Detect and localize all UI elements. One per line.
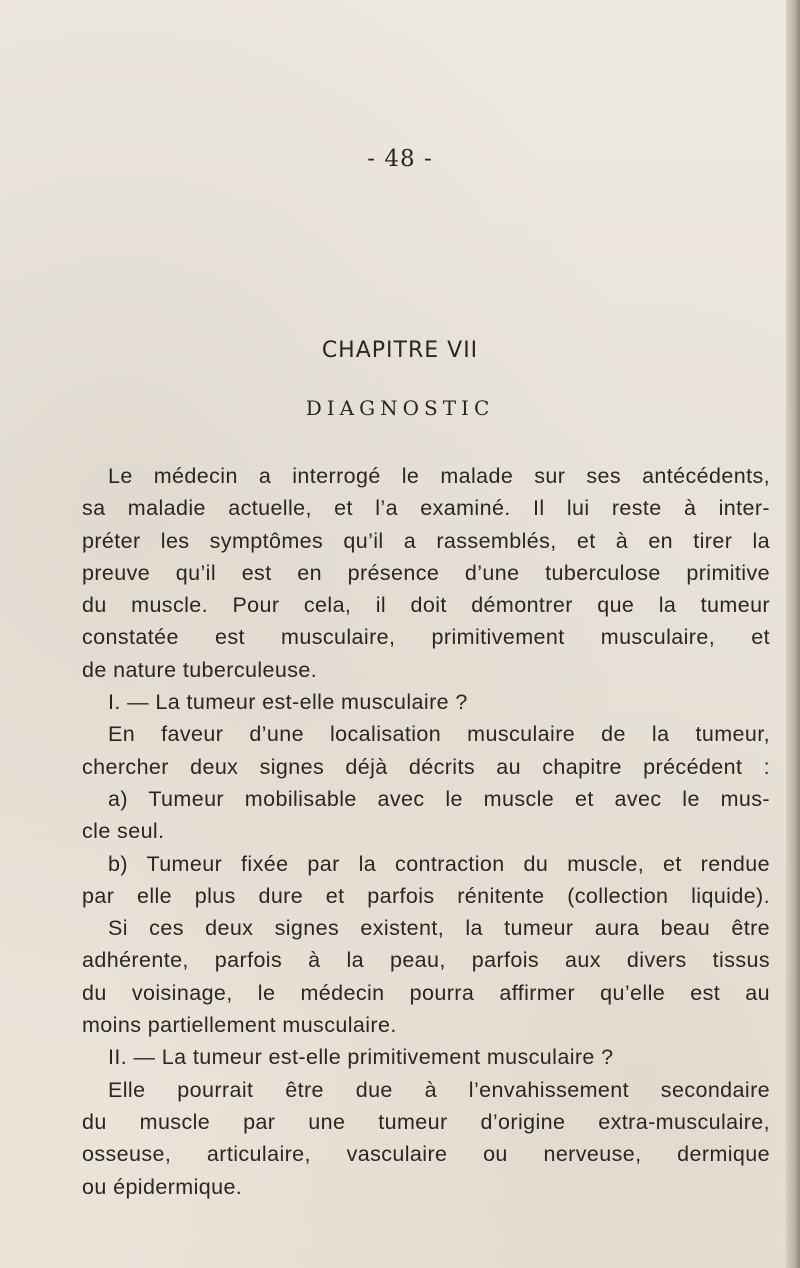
text-line: de nature tuberculeuse.	[82, 657, 318, 682]
text-line: chercher deux signes déjà décrits au chapitre précédent :	[82, 754, 770, 779]
text-line: ou épidermique.	[82, 1174, 243, 1199]
text-line: constatée est musculaire, primitivement musculaire, et	[82, 625, 770, 650]
text-line: En faveur d’une localisation musculaire de la tumeur,	[108, 722, 770, 747]
text-line: moins partiellement musculaire.	[82, 1013, 397, 1038]
list-item-b: b) Tumeur fixée par la contraction du muscle, et rendue	[108, 851, 770, 876]
text-line: sa maladie actuelle, et l’a examiné. Il lui reste à inter-	[82, 496, 770, 521]
page-edge-shadow	[786, 0, 800, 1268]
chapter-title: CHAPITRE VII	[321, 338, 479, 363]
text-line: par elle plus dure et parfois rénitente (collection liquide).	[82, 883, 770, 908]
list-item-a: a) Tumeur mobilisable avec le muscle et avec le mus-	[108, 786, 770, 811]
text-line: osseuse, articulaire, vasculaire ou nerveuse, dermique	[82, 1142, 770, 1167]
text-line: Elle pourrait être due à l’envahissement secondaire	[108, 1077, 770, 1102]
text-line: préter les symptômes qu’il a rassemblés, et à en tirer la	[82, 528, 770, 553]
text-line: adhérente, parfois à la peau, parfois aux divers tissus	[82, 948, 770, 973]
text-line: du muscle par une tumeur d’origine extra-musculaire,	[82, 1109, 770, 1134]
subsection-heading-2: II. — La tumeur est-elle primitivement musculaire ?	[108, 1045, 614, 1070]
text-line: cle seul.	[82, 819, 165, 844]
body-text	[82, 460, 770, 1203]
text-line: du voisinage, le médecin pourra affirmer qu’elle est au	[82, 980, 770, 1005]
text-line: du muscle. Pour cela, il doit démontrer que la tumeur	[82, 593, 770, 618]
section-title: DIAGNOSTIC	[305, 396, 495, 420]
text-line: preuve qu’il est en présence d’une tuberculose primitive	[82, 560, 770, 585]
page-number: - 48 -	[367, 146, 433, 172]
text-line: Si ces deux signes existent, la tumeur aura beau être	[108, 916, 770, 941]
text-line: Le médecin a interrogé le malade sur ses antécédents,	[108, 464, 770, 488]
subsection-heading-1: I. — La tumeur est-elle musculaire ?	[108, 690, 468, 715]
